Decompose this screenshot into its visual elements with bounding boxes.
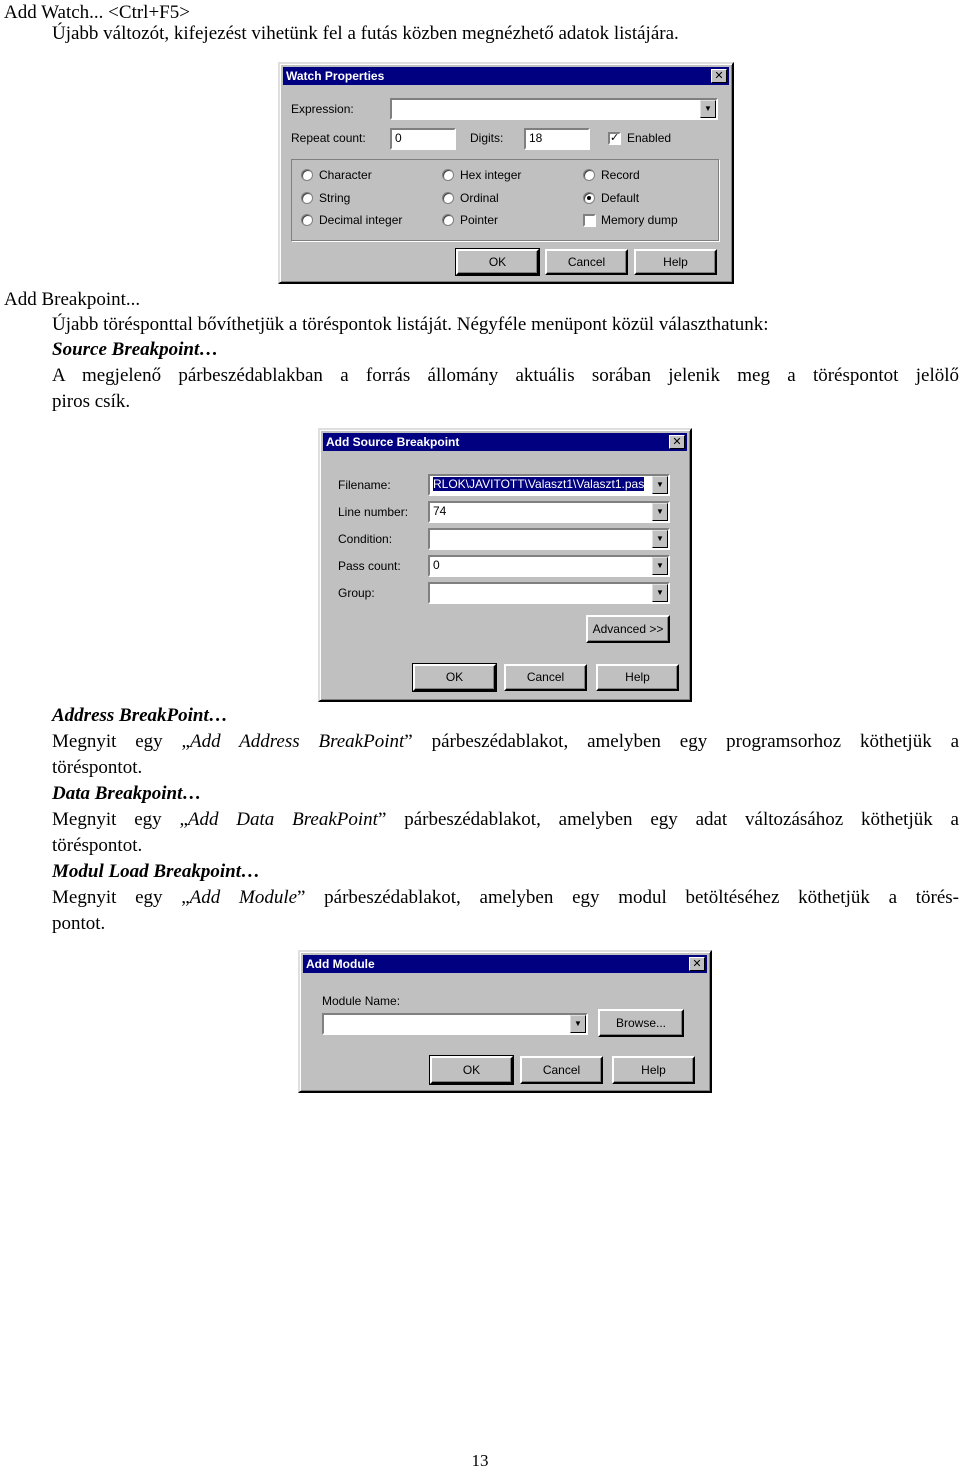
condition-label: Condition: — [338, 532, 393, 546]
ok-button[interactable]: OK — [430, 1056, 513, 1084]
source-breakpoint-heading: Source Breakpoint… — [52, 339, 219, 360]
add-breakpoint-description: Újabb törésponttal bővíthetjük a töréspontok listáját. Négyféle menüpont közül választhatunk: — [52, 314, 769, 335]
close-icon[interactable]: ✕ — [669, 435, 685, 449]
module-breakpoint-heading: Modul Load Breakpoint… — [52, 861, 260, 882]
chevron-down-icon[interactable]: ▼ — [570, 1015, 586, 1033]
display-format-group — [291, 159, 719, 241]
expression-combobox[interactable] — [390, 98, 718, 120]
address-breakpoint-line2: töréspontot. — [52, 757, 143, 778]
address-breakpoint-heading: Address BreakPoint… — [52, 705, 228, 726]
radio-record-label: Record — [601, 168, 640, 182]
browse-button[interactable]: Browse... — [598, 1009, 684, 1037]
chevron-down-icon[interactable]: ▼ — [652, 584, 668, 602]
line-number-label: Line number: — [338, 505, 409, 519]
radio-hex-integer[interactable] — [442, 169, 454, 181]
source-dialog-title: Add Source Breakpoint — [326, 435, 460, 449]
add-watch-heading: Add Watch... <Ctrl+F5> — [4, 2, 190, 23]
source-breakpoint-line1: A megjelenő párbeszédablakban a forrás állomány aktuális sorában jelenik meg a töréspontot jelölő — [52, 365, 959, 386]
ok-button[interactable]: OK — [413, 664, 496, 691]
module-breakpoint-line1: Megnyit egy „Add Module” párbeszédablakot, amelyben egy modul betöltéséhez köthetjük a törés- — [52, 887, 959, 908]
cancel-button[interactable]: Cancel — [520, 1056, 603, 1084]
watch-dialog-titlebar — [283, 67, 729, 85]
radio-ordinal-label: Ordinal — [460, 191, 499, 205]
group-label: Group: — [338, 586, 375, 600]
radio-string-label: String — [319, 191, 351, 205]
pass-count-label: Pass count: — [338, 559, 401, 573]
digits-input[interactable]: 18 — [524, 128, 590, 150]
page-number: 13 — [471, 1451, 489, 1470]
condition-combobox[interactable] — [428, 528, 670, 550]
advanced-button[interactable]: Advanced >> — [586, 615, 670, 643]
radio-character[interactable] — [301, 169, 313, 181]
radio-ordinal[interactable] — [442, 192, 454, 204]
module-name-combobox[interactable] — [322, 1013, 588, 1035]
memory-dump-label: Memory dump — [601, 213, 678, 227]
chevron-down-icon[interactable]: ▼ — [700, 100, 716, 118]
address-breakpoint-line1: Megnyit egy „Add Address BreakPoint” párbeszédablakot, amelyben egy programsorhoz köthetjük a — [52, 731, 959, 752]
help-button[interactable]: Help — [596, 664, 679, 691]
module-breakpoint-line2: pontot. — [52, 913, 106, 934]
radio-pointer[interactable] — [442, 214, 454, 226]
memory-dump-checkbox[interactable] — [583, 214, 596, 227]
module-dialog-titlebar — [303, 955, 707, 973]
cancel-button[interactable]: Cancel — [504, 664, 587, 691]
add-source-breakpoint-dialog — [318, 428, 692, 702]
add-breakpoint-heading: Add Breakpoint... — [4, 289, 141, 310]
close-icon[interactable]: ✕ — [689, 957, 705, 971]
data-breakpoint-heading: Data Breakpoint… — [52, 783, 202, 804]
radio-character-label: Character — [319, 168, 372, 182]
enabled-checkbox[interactable]: ✓ — [610, 132, 620, 144]
group-combobox[interactable] — [428, 582, 670, 604]
chevron-down-icon[interactable]: ▼ — [652, 530, 668, 548]
filename-combobox[interactable]: RLOK\JAVITOTT\Valaszt1\Valaszt1.pas ▼ — [428, 474, 670, 496]
radio-hex-integer-label: Hex integer — [460, 168, 522, 182]
repeat-count-label: Repeat count: — [291, 131, 366, 145]
pass-count-combobox[interactable]: 0 ▼ — [428, 555, 670, 577]
repeat-count-input[interactable]: 0 — [390, 128, 456, 150]
data-breakpoint-line1: Megnyit egy „Add Data BreakPoint” párbeszédablakot, amelyben egy adat változásához köthetjük a — [52, 809, 959, 830]
cancel-button[interactable]: Cancel — [545, 249, 628, 275]
line-number-combobox[interactable]: 74 ▼ — [428, 501, 670, 523]
digits-label: Digits: — [470, 131, 504, 145]
module-name-label: Module Name: — [322, 994, 401, 1008]
close-icon[interactable]: ✕ — [711, 69, 727, 83]
radio-default[interactable] — [583, 192, 595, 204]
radio-string[interactable] — [301, 192, 313, 204]
source-breakpoint-line2: piros csík. — [52, 391, 131, 412]
add-module-dialog — [298, 950, 712, 1093]
radio-record[interactable] — [583, 169, 595, 181]
chevron-down-icon[interactable]: ▼ — [652, 557, 668, 575]
module-dialog-title: Add Module — [306, 957, 375, 971]
ok-button[interactable]: OK — [456, 249, 539, 275]
radio-decimal-integer-label: Decimal integer — [319, 213, 403, 227]
expression-label: Expression: — [291, 102, 354, 116]
enabled-label: Enabled — [627, 131, 672, 145]
radio-default-label: Default — [601, 191, 640, 205]
data-breakpoint-line2: töréspontot. — [52, 835, 143, 856]
chevron-down-icon[interactable]: ▼ — [652, 503, 668, 521]
add-watch-description: Újabb változót, kifejezést vihetünk fel a futás közben megnézhető adatok listájára. — [52, 23, 679, 44]
radio-decimal-integer[interactable] — [301, 214, 313, 226]
help-button[interactable]: Help — [634, 249, 717, 275]
watch-dialog-title: Watch Properties — [286, 69, 385, 83]
filename-label: Filename: — [338, 478, 391, 492]
source-dialog-titlebar — [323, 433, 687, 451]
watch-properties-dialog — [278, 62, 734, 284]
radio-pointer-label: Pointer — [460, 213, 499, 227]
help-button[interactable]: Help — [612, 1056, 695, 1084]
chevron-down-icon[interactable]: ▼ — [652, 476, 668, 494]
